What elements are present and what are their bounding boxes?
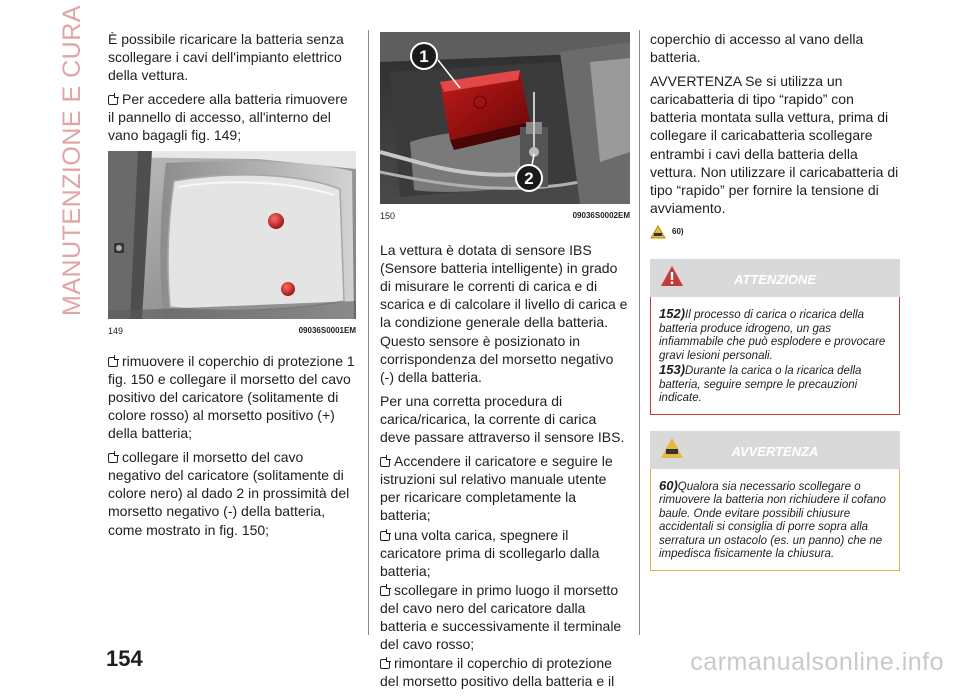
attention-box — [650, 259, 900, 415]
note-number: 153) — [659, 362, 686, 378]
callout-1: 1 — [419, 47, 429, 66]
callout-2: 2 — [524, 169, 534, 188]
page-number: 154 — [106, 646, 143, 671]
warning-item — [659, 479, 891, 562]
figure-code: 09036S0002EM — [572, 211, 630, 220]
trunk-panel-image — [108, 151, 356, 319]
watermark: carmanualsonline.info — [690, 648, 944, 676]
battery-compartment-image — [380, 32, 630, 204]
checkbox-bullet-icon — [380, 531, 390, 541]
attention-title: ATTENZIONE — [733, 272, 817, 288]
note-text: Qualora sia necessario scollegare o rimuovere la batteria non richiudere il cofano baule. Onde evitare possibili chiusure accidentali si consiglia di porre sopra alla serratura un ostacolo (es. un panno) che ne impedisca fisicamente la chiusura. — [659, 480, 886, 561]
attention-item — [659, 307, 891, 363]
warning-box — [650, 431, 900, 571]
step-text: Accendere il caricatore e seguire le istruzioni sul relativo manuale utente per ricaricare completamente la batteria; — [380, 453, 613, 524]
note-number: 152) — [659, 306, 686, 322]
checkbox-bullet-icon — [380, 457, 390, 467]
checkbox-bullet-icon — [108, 357, 118, 367]
step-text: scollegare in primo luogo il morsetto del cavo nero del caricatore dalla batteria e successivamente il terminale del cavo rosso; — [380, 581, 622, 653]
section-title — [54, 4, 90, 316]
figure-number: 149 — [108, 325, 124, 336]
column-divider — [368, 30, 369, 635]
instruction-step — [108, 90, 356, 144]
note-text: Durante la carica o la ricarica della batteria, seguire sempre le precauzioni indicate. — [659, 365, 862, 405]
section-title-text: MANUTENZIONE E CURA — [57, 4, 86, 316]
note-number: 60) — [659, 477, 678, 493]
charge-paragraph: Per una corretta procedura di carica/ricarica, la corrente di carica deve passare attraverso il sensore IBS. — [380, 392, 625, 446]
note-text: Il processo di carica o ricarica della batteria produce idrogeno, un gas infiammabile che può esplodere e provocare gravi lesioni personali. — [659, 309, 886, 362]
step-text: una volta carica, spegnere il caricatore prima di scollegarlo dalla batteria; — [380, 526, 600, 579]
warning-paragraph: AVVERTENZA Se si utilizza un caricabatteria di tipo “rapido” con batteria montata sulla vettura, prima di collegare il caricabatteria scollegare entrambi i cavi della batteria della vettura. Non utilizzare il caricabatteria di tipo “rapido” per fornire la tensione di avviamento. — [650, 73, 899, 216]
step-text: Per accedere alla batteria rimuovere il pannello di accesso, all'interno del vano bagagli fig. 149; — [108, 91, 348, 144]
warning-header — [650, 431, 900, 469]
intro-paragraph: È possibile ricaricare la batteria senza scollegare i cavi dell'impianto elettrico della vettura. — [108, 31, 344, 84]
instruction-step — [108, 448, 356, 538]
step-text: rimuovere il coperchio di protezione 1 fig. 150 e collegare il morsetto del cavo positivo del caricatore (solitamente di colore rosso) al morsetto positivo (+) della batteria; — [108, 352, 355, 442]
column-3 — [650, 30, 900, 571]
attention-item — [659, 363, 891, 406]
attention-content — [650, 297, 900, 415]
instruction-step — [380, 581, 630, 653]
checkbox-bullet-icon — [380, 586, 390, 596]
warning-content — [650, 469, 900, 571]
figure-caption — [108, 322, 356, 340]
instruction-step — [380, 526, 630, 580]
note-reference-number: 60) — [672, 226, 684, 236]
warning-title: AVVERTENZA — [731, 443, 819, 459]
checkbox-bullet-icon — [108, 453, 118, 463]
step-text: collegare il morsetto del cavo negativo del caricatore (solitamente di colore nero) al dado 2 in prossimità del morsetto negativo (-) della batteria, come mostrato in fig. 150; — [108, 449, 350, 538]
checkbox-bullet-icon — [108, 95, 118, 105]
note-reference — [650, 223, 900, 241]
figure-caption — [380, 207, 630, 225]
instruction-step — [108, 352, 356, 442]
warning-triangle-icon — [650, 225, 666, 239]
continued-paragraph: coperchio di accesso al vano della batteria. — [650, 31, 864, 66]
instruction-step — [380, 452, 630, 524]
column-divider — [639, 30, 640, 635]
instruction-step — [380, 654, 630, 690]
column-2 — [380, 30, 630, 696]
figure-code: 09036S0001EM — [298, 325, 356, 335]
figure-150 — [380, 32, 630, 225]
column-1 — [108, 30, 356, 545]
ibs-paragraph: La vettura è dotata di sensore IBS (Sensore batteria intelligente) in grado di misurare le correnti di carica e di scarica e di calcolare il livello di carica e la condizione generale della batteria. Questo sensore è posizionato in corrispondenza del morsetto negativo (-) della batteria. — [380, 242, 628, 385]
checkbox-bullet-icon — [380, 659, 390, 669]
attention-header — [650, 259, 900, 297]
figure-number: 150 — [380, 211, 396, 221]
step-text: rimontare il coperchio di protezione del morsetto positivo della batteria e il — [380, 655, 615, 690]
figure-149 — [108, 151, 356, 340]
